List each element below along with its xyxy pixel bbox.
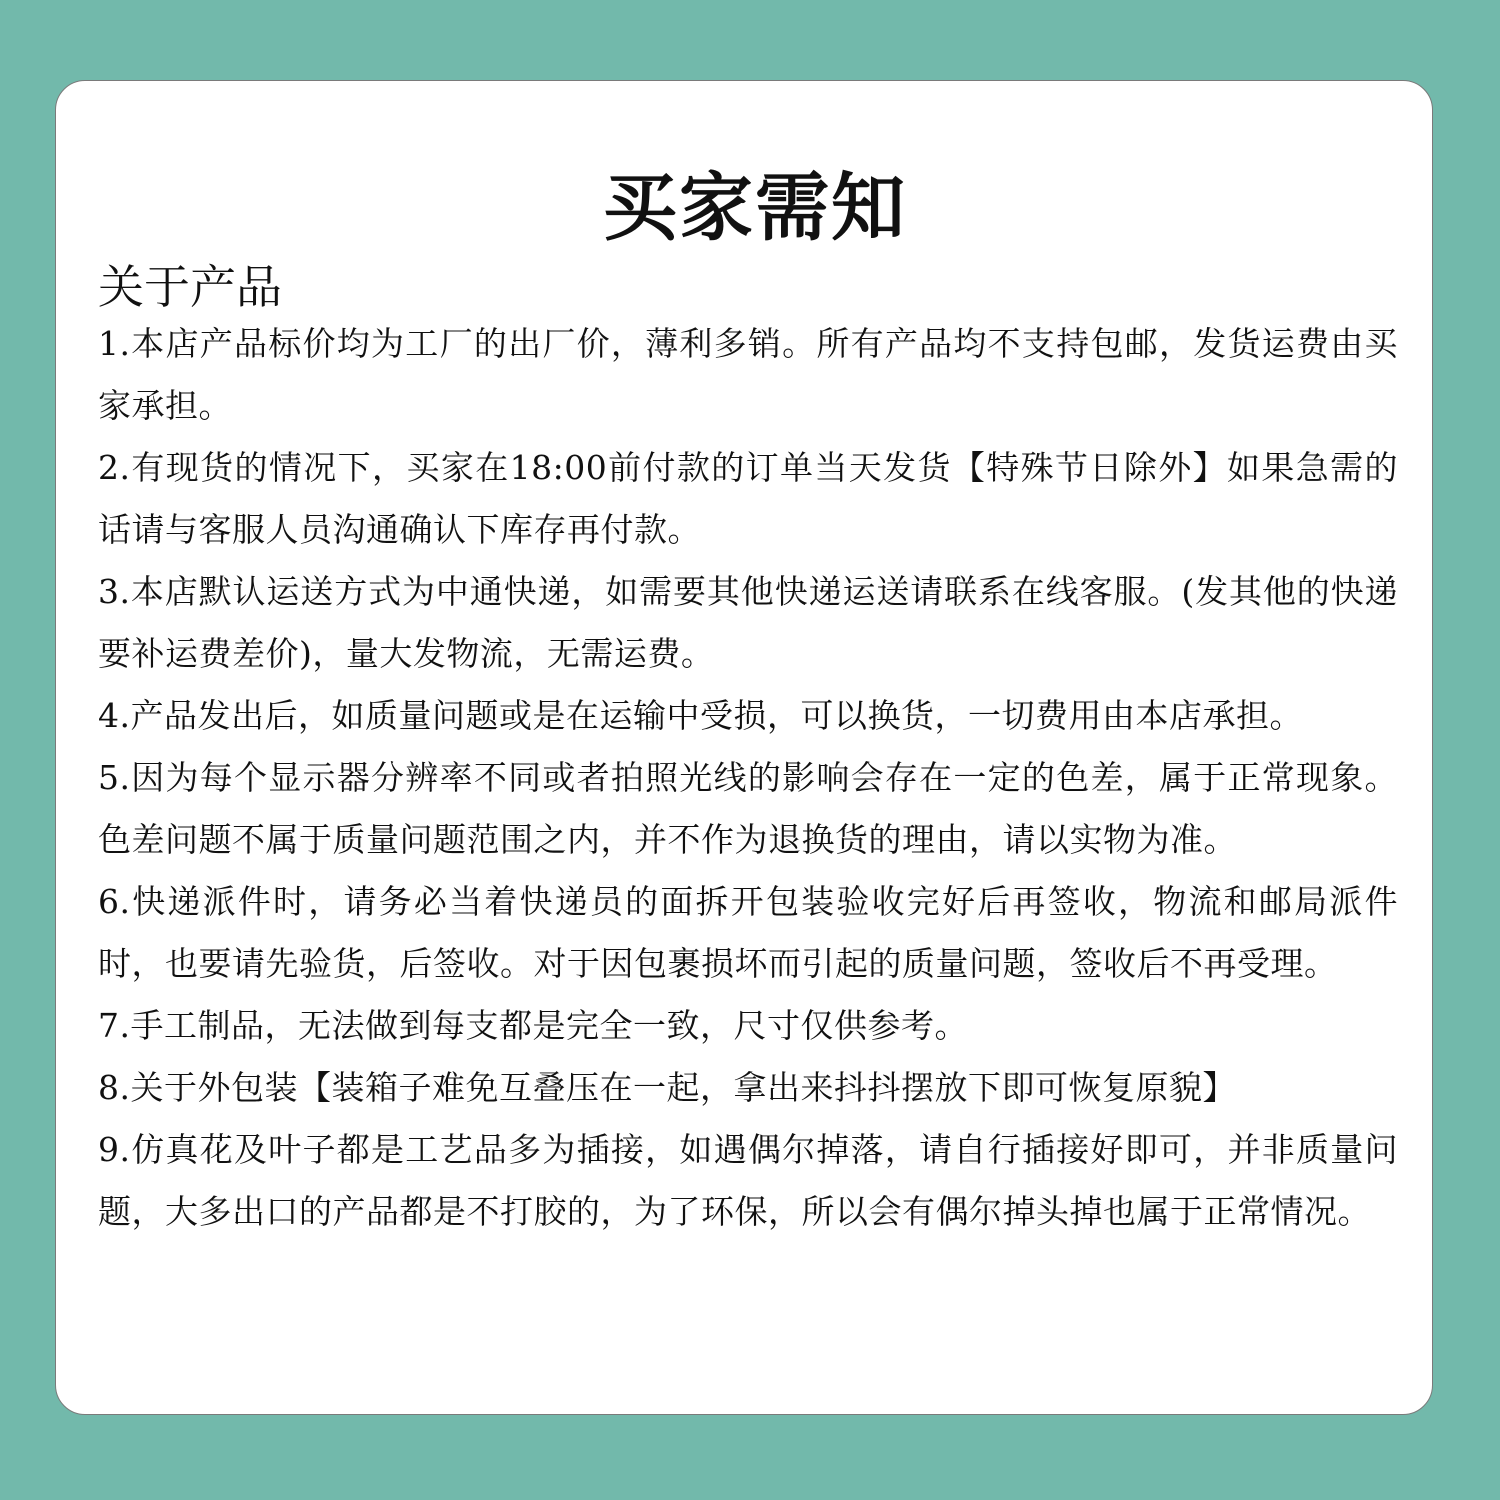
rule-item <box>98 871 1398 995</box>
rule-item <box>98 995 1398 1057</box>
rule-number: 9. <box>98 1130 131 1169</box>
rule-item <box>98 1119 1398 1243</box>
rule-item <box>98 561 1398 685</box>
rule-number: 6. <box>98 882 131 921</box>
rule-item <box>98 437 1398 561</box>
rule-number: 1. <box>98 324 131 363</box>
rule-item <box>98 313 1398 437</box>
page-title: 买家需知 <box>603 165 907 251</box>
rule-text: 本店产品标价均为工厂的出厂价，薄利多销。所有产品均不支持包邮，发货运费由买家承担。 <box>98 324 1398 425</box>
rule-text: 产品发出后，如质量问题或是在运输中受损，可以换货，一切费用由本店承担。 <box>130 696 1303 735</box>
rule-text: 有现货的情况下，买家在18:00前付款的订单当天发货【特殊节日除外】如果急需的话请与客服人员沟通确认下库存再付款。 <box>98 448 1398 549</box>
rule-item <box>98 685 1398 747</box>
rule-text: 快递派件时，请务必当着快递员的面拆开包装验收完好后再签收，物流和邮局派件时，也要请先验货，后签收。对于因包裹损坏而引起的质量问题，签收后不再受理。 <box>98 882 1398 983</box>
rule-text: 手工制品，无法做到每支都是完全一致，尺寸仅供参考。 <box>130 1006 968 1045</box>
rule-item <box>98 747 1398 871</box>
rules-list <box>98 233 1398 1243</box>
rule-number: 4. <box>98 696 131 735</box>
section-heading: 关于产品 <box>98 260 282 314</box>
rule-text: 关于外包装【装箱子难免互叠压在一起，拿出来抖抖摆放下即可恢复原貌】 <box>130 1068 1236 1107</box>
rule-text: 本店默认运送方式为中通快递，如需要其他快递运送请联系在线客服。(发其他的快递要补运费差价)，量大发物流，无需运费。 <box>98 572 1398 673</box>
rule-number: 8. <box>98 1068 131 1107</box>
rule-number: 5. <box>98 758 131 797</box>
notice-card <box>55 80 1433 1415</box>
rule-number: 2. <box>98 448 131 487</box>
rule-number: 3. <box>98 572 131 611</box>
rule-item <box>98 1057 1398 1119</box>
rule-text: 仿真花及叶子都是工艺品多为插接，如遇偶尔掉落，请自行插接好即可，并非质量问题，大多出口的产品都是不打胶的，为了环保，所以会有偶尔掉头掉也属于正常情况。 <box>98 1130 1398 1231</box>
rule-number: 7. <box>98 1006 131 1045</box>
rule-text: 因为每个显示器分辨率不同或者拍照光线的影响会存在一定的色差，属于正常现象。色差问题不属于质量问题范围之内，并不作为退换货的理由，请以实物为准。 <box>98 758 1398 859</box>
